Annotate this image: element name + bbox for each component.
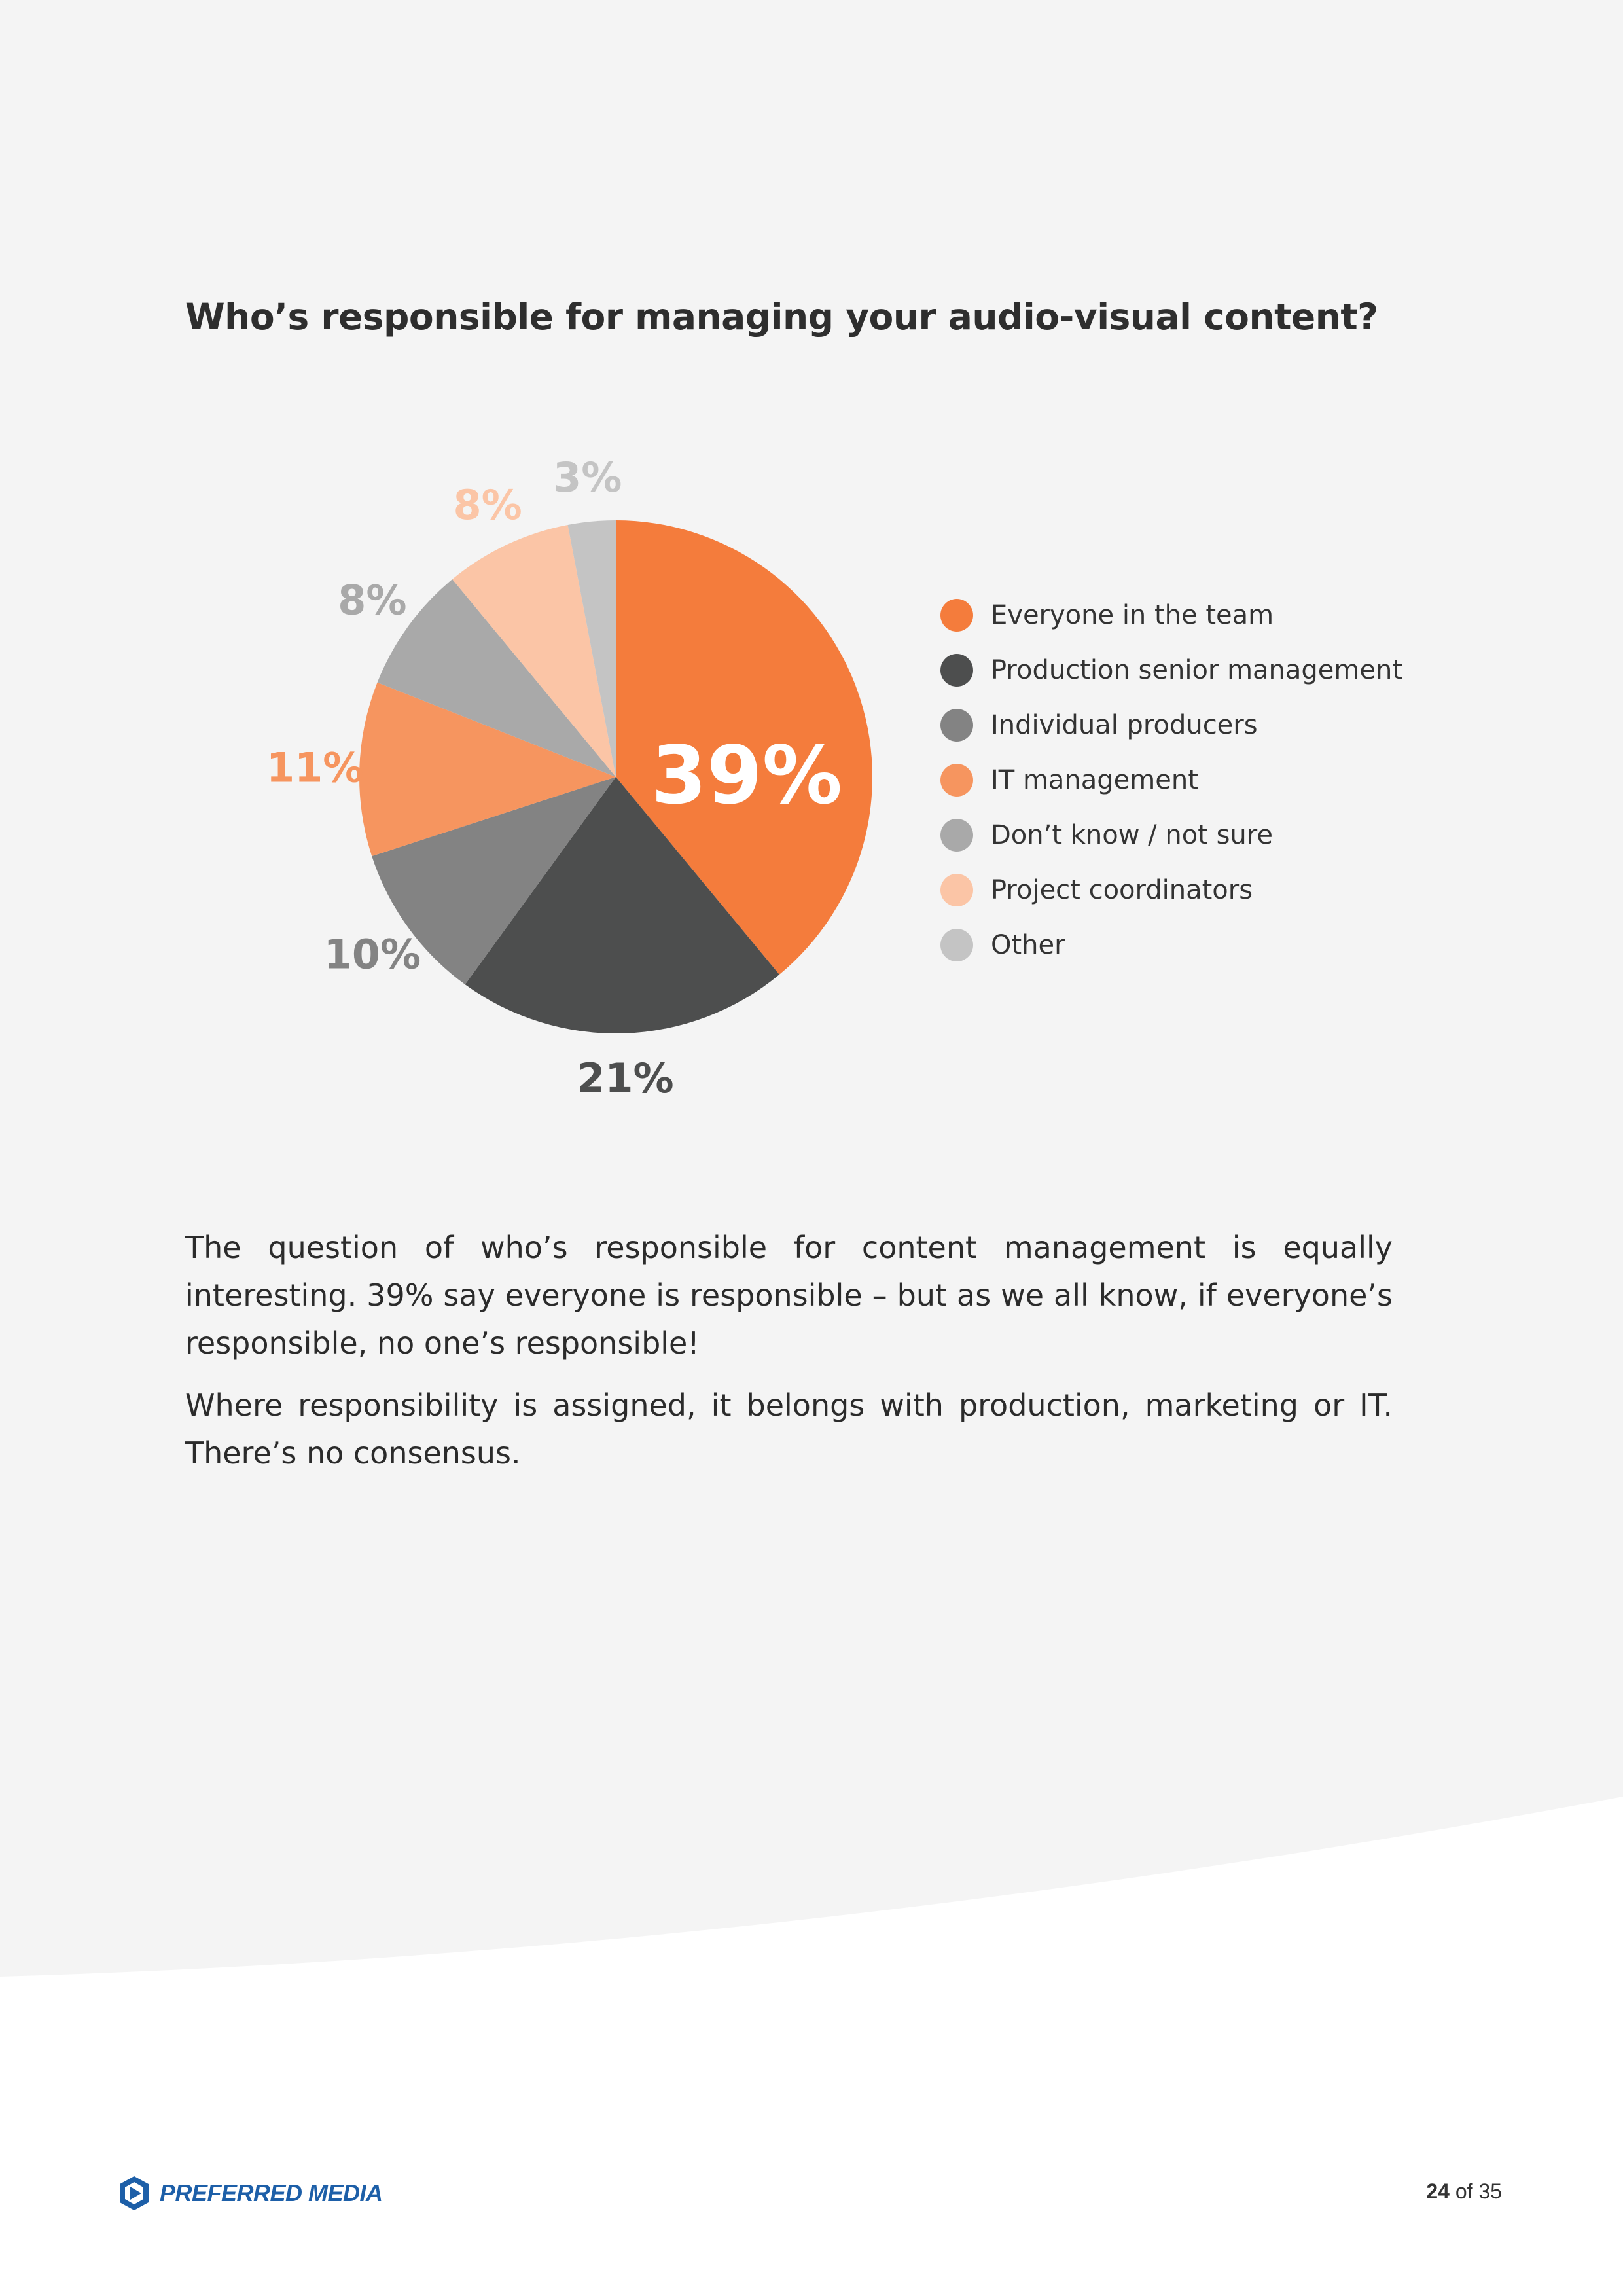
legend-swatch xyxy=(940,929,973,961)
slice-data-label-2: 21% xyxy=(577,1054,674,1102)
legend-item xyxy=(940,698,1402,753)
paragraph-2: Where responsibility is assigned, it belongs with production, marketing or IT. There’s no consensus. xyxy=(185,1388,1393,1471)
legend-item xyxy=(940,918,1402,973)
legend-swatch xyxy=(940,709,973,742)
brand-logo xyxy=(118,2175,383,2212)
legend-item xyxy=(940,808,1402,863)
page-current: 24 xyxy=(1426,2179,1450,2203)
page-total: 35 xyxy=(1478,2179,1502,2203)
chart-title: Who’s responsible for managing your audio-visual content? xyxy=(185,296,1378,338)
legend-swatch xyxy=(940,599,973,632)
slice-data-label-6: 8% xyxy=(453,480,522,529)
page-separator: of xyxy=(1449,2179,1479,2203)
paragraph-1: The question of who’s responsible for content management is equally interesting. 39% say everyone is responsible – but as we all know, if everyone’s responsible, no one’s responsible! xyxy=(185,1230,1393,1361)
legend-label: Other xyxy=(991,930,1065,960)
body-text xyxy=(185,1224,1393,1492)
legend-label: Production senior management xyxy=(991,655,1403,685)
legend-label: Project coordinators xyxy=(991,875,1253,905)
chart-legend xyxy=(940,588,1402,973)
legend-label: Everyone in the team xyxy=(991,600,1274,630)
page-number xyxy=(1426,2179,1502,2204)
legend-label: Individual producers xyxy=(991,710,1258,740)
legend-item xyxy=(940,863,1402,918)
play-hexagon-icon xyxy=(118,2175,151,2212)
legend-label: Don’t know / not sure xyxy=(991,820,1273,850)
slice-data-label-7: 3% xyxy=(553,454,622,501)
legend-swatch xyxy=(940,654,973,687)
slice-data-label-1: 39% xyxy=(651,729,843,822)
legend-swatch xyxy=(940,874,973,906)
legend-item xyxy=(940,588,1402,643)
slice-data-label-3: 10% xyxy=(323,930,421,978)
legend-swatch xyxy=(940,819,973,852)
legend-item xyxy=(940,753,1402,808)
slice-data-label-5: 8% xyxy=(338,576,407,624)
legend-swatch xyxy=(940,764,973,797)
brand-name: PREFERRED MEDIA xyxy=(160,2179,383,2206)
slice-data-label-4: 11% xyxy=(266,744,364,792)
legend-item xyxy=(940,643,1402,698)
legend-label: IT management xyxy=(991,765,1198,795)
